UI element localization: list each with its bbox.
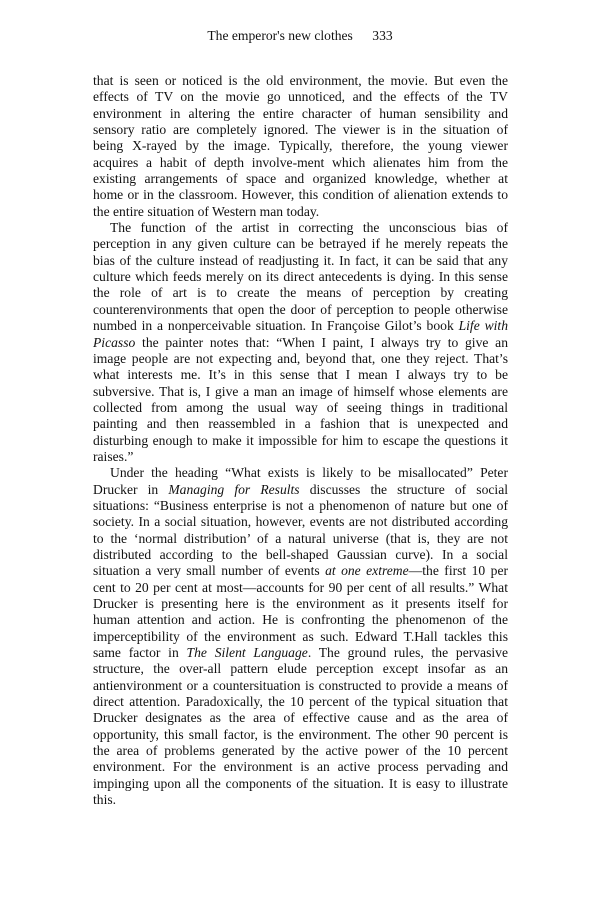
text-line [93,531,508,547]
text-segment: sensory ratio are completely ignored. The viewer is in the situation of [93,122,508,138]
text-line [93,514,508,530]
text-line [93,547,508,563]
text-line [93,285,508,301]
text-line [93,449,508,465]
text-line [93,302,508,318]
text-segment: collected from among the usual way of seeing things in traditional [93,399,508,415]
text-line [93,776,508,792]
text-segment: opportunity, this small factor, is the environment. The other 90 percent is [93,726,508,742]
text-line [93,220,508,236]
italic-title: The Silent Language [186,645,308,661]
text-segment: cent to 20 per cent at most—accounts for 90 per cent of all results.” What [93,579,508,595]
text-line [93,433,508,449]
text-segment: bias of the culture instead of readjusting it. In fact, it can be said that any [93,252,508,268]
text-segment: subversive. That is, I give a man an image of himself whose elements are [93,383,508,399]
text-segment: environment. For the environment is an active process pervading and [93,759,508,775]
italic-title: Managing for Results [168,481,300,497]
text-segment: the area of problems generated by the active power of the 10 percent [93,743,508,759]
text-segment: raises.” [93,448,134,464]
text-segment: discusses the structure of social [299,481,508,497]
text-line [93,629,508,645]
text-segment: imperceptibility of the environment as such. Edward T.Hall tackles this [93,628,508,644]
text-line [93,498,508,514]
text-line [93,482,508,498]
text-line [93,759,508,775]
text-segment: Drucker is presenting here is the environment as it presents itself for [93,596,508,611]
text-segment: direct attention. Paradoxically, the 10 percent of the typical situation that [93,694,508,710]
text-line [93,661,508,677]
text-line [93,187,508,203]
text-segment: situations: “Business enterprise is not a phenomenon of nature but one of [93,497,508,513]
text-segment: acquires a habit of depth involve-ment which alienates him from the [93,154,508,170]
text-segment: —the first 10 per [408,563,509,579]
paragraph [93,73,508,220]
text-segment: antienvironment or a countersituation is constructed to provide a means of [93,677,508,693]
text-line [93,678,508,694]
text-line [93,73,508,89]
text-line [93,384,508,400]
text-line [93,138,508,154]
text-line [93,204,508,220]
text-line [93,318,508,334]
text-segment: that is seen or noticed is the old environment, the movie. But even the [93,73,508,88]
text-segment: numbed in a nonperceivable situation. In Françoise Gilot’s book [93,318,459,334]
text-segment: existing arrangements of space and organized knowledge, whether at [93,171,508,187]
text-segment: disturbing enough to make it impossible for him to escape the questions it [93,432,508,448]
text-line [93,710,508,726]
text-segment: . The ground rules, the pervasive [307,645,508,661]
text-line [93,335,508,351]
text-line [93,645,508,661]
text-segment: counterenvironments that open the door of perception to people otherwise [93,301,508,317]
text-segment: structure, the over-all pattern elude perception except insofar as an [93,661,508,677]
text-segment: impinging upon all the components of the situation. It is easy to illustrate [93,775,508,791]
text-line [93,351,508,367]
text-segment: what interests me. It’s in this sense that I mean I always try to be [93,367,508,383]
text-line [93,743,508,759]
text-segment: culture which feeds merely on its direct antecedents is dying. In this sense [93,269,508,285]
text-segment: Under the heading “What exists is likely to be misallocated” Peter [110,465,508,481]
text-segment: the painter notes that: “When I paint, I always try to give an [135,334,508,350]
text-segment: home or in the classroom. However, this condition of alienation extends to [93,187,508,203]
text-segment: this. [93,792,117,808]
text-segment: Drucker designates as the area of effective cause and as the area of [93,710,508,726]
text-segment: Drucker in [93,481,169,497]
text-line [93,155,508,171]
text-segment: society. In a social situation, however, events are not distributed according [93,514,508,530]
text-segment: environment in altering the entire character of human sensibility and [93,105,508,121]
body-text [93,73,508,808]
italic-title: Picasso [93,334,136,350]
text-line [93,694,508,710]
text-segment: the entire situation of Western man today. [93,203,320,219]
text-line [93,465,508,481]
paragraph [93,465,508,808]
text-line [93,106,508,122]
text-line [93,236,508,252]
text-segment: The function of the artist in correcting the unconscious bias of [110,220,508,236]
text-line [93,253,508,269]
text-line [93,122,508,138]
text-line [93,596,508,612]
text-line [93,612,508,628]
italic-title: Life with [458,318,508,334]
text-line [93,580,508,596]
text-line [93,416,508,432]
page-number: 333 [372,28,393,43]
text-line [93,563,508,579]
text-segment: situation a very small number of events [93,563,326,579]
text-line [93,269,508,285]
text-segment: effects of TV on the movie go unnoticed, and the effects of the TV [93,89,508,105]
italic-title: at one extreme [325,563,409,579]
running-head-title: The emperor's new clothes [207,28,353,43]
text-line [93,367,508,383]
text-segment: perception in any given culture can be betrayed if he merely repeats the [93,236,508,252]
text-line [93,792,508,808]
text-segment: distributed according to the bell-shaped Gaussian curve). In a social [93,546,508,562]
text-line [93,171,508,187]
text-segment: painting and then reassembled in a fashion that is unexpected and [93,416,508,432]
text-segment: being X-rayed by the image. Typically, therefore, the young viewer [93,138,508,154]
text-segment: image people are not expecting and, beyond that, one they reject. That’s [93,350,508,366]
text-segment: to the ‘normal distribution’ of a natural universe (that is, they are not [93,530,508,546]
paragraph [93,220,508,465]
text-segment: same factor in [93,645,187,661]
text-segment: the role of art is to create the means of perception by creating [93,285,508,301]
text-line [93,727,508,743]
text-line [93,400,508,416]
running-head [0,27,600,45]
text-line [93,89,508,105]
text-segment: human attention and action. He is confronting the phenomenon of the [93,612,508,628]
